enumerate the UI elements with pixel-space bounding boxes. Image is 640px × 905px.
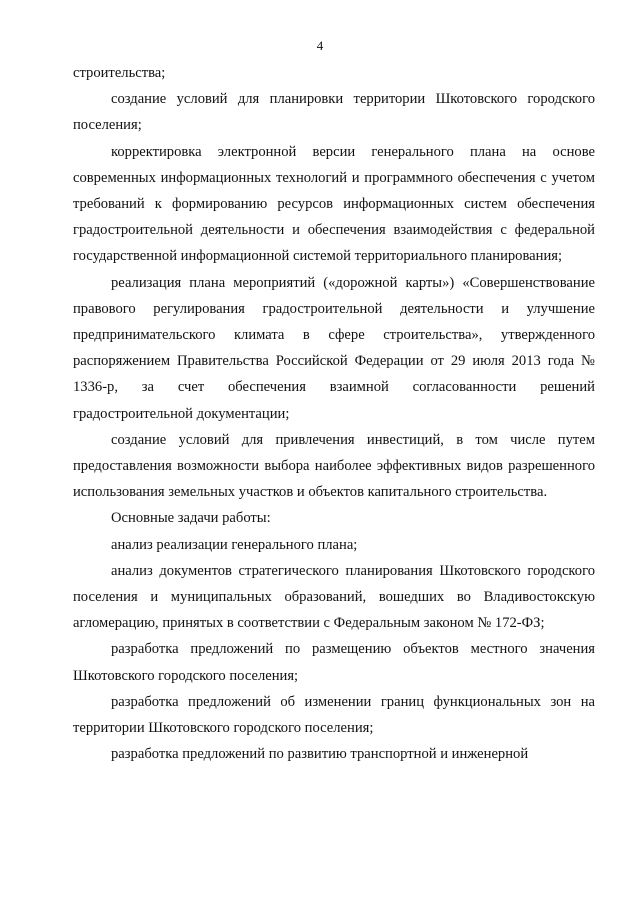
paragraph-task-analysis: анализ реализации генерального плана;: [111, 536, 358, 553]
paragraph-task-local-objects: разработка предложений по размещению объектов местного значения Шкотовского городского поселения;: [73, 641, 595, 684]
page-number: 4: [316, 38, 324, 53]
paragraph-task-functional-zones: разработка предложений об изменении границ функциональных зон на территории Шкотовского городского поселения;: [73, 693, 595, 737]
paragraph-task-strategic-documents: анализ документов стратегического планирования Шкотовского городского поселения и муниципальных образований, вошедших во Владивостокскую агломерацию, принятых в соответствии с Федеральным законом № 172-ФЗ;: [73, 562, 595, 632]
paragraph-continuation: строительства;: [73, 65, 166, 81]
paragraph-planning-conditions: создание условий для планировки территории Шкотовского городского поселения;: [73, 91, 595, 134]
paragraph-task-infrastructure: разработка предложений по развитию транспортной и инженерной: [111, 746, 529, 763]
paragraph-investments: создание условий для привлечения инвестиций, в том числе путем предоставления возможности выбора наиболее эффективных видов разрешенного использования земельных участков и объектов капитального строительства.: [73, 431, 595, 501]
paragraph-roadmap: реализация плана мероприятий («дорожной карты») «Совершенствование правового регулирования градостроительной деятельности и улучшение предпринимательского климата в сфере строительства», утвержденного распоряжением Правительства Российской Федерации от 29 июля 2013 года № 1336-р, за счет обеспечения взаимной согласованности решений градостроительной документации;: [73, 274, 595, 422]
document-body: [73, 60, 595, 767]
paragraph-electronic-version: корректировка электронной версии генерального плана на основе современных информационных технологий и программного обеспечения с учетом требований к формированию ресурсов информационных систем обеспечения градостроительной деятельности и обеспечения взаимодействия с федеральной государственной информационной системой территориального планирования;: [73, 143, 595, 265]
paragraph-main-tasks-heading: Основные задачи работы:: [111, 510, 271, 527]
